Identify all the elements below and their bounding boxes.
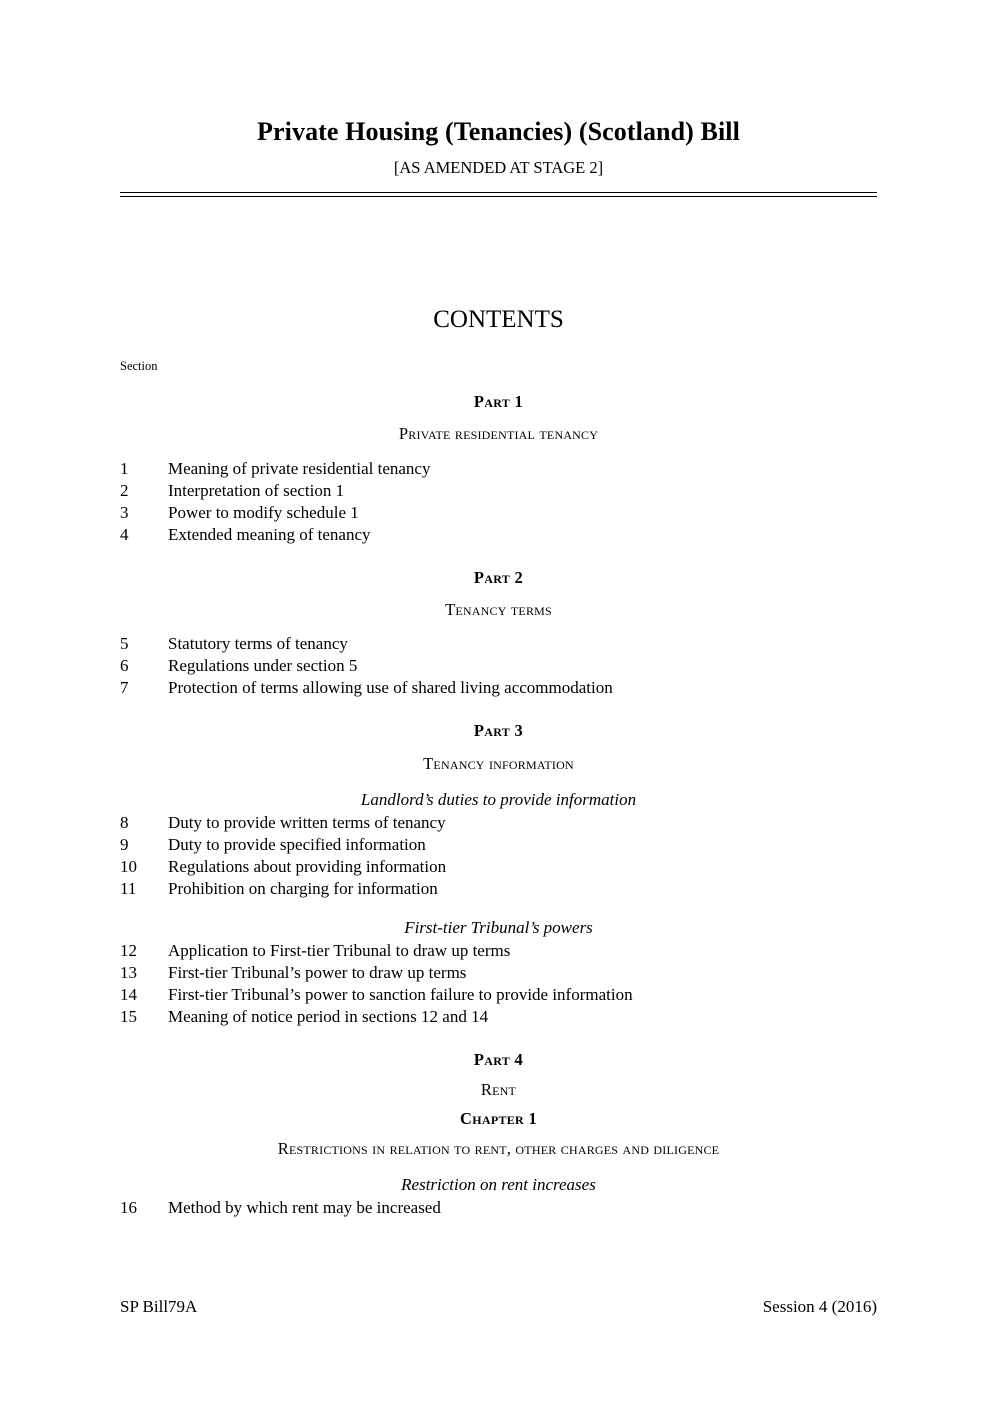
- page-title: Private Housing (Tenancies) (Scotland) Bill: [257, 117, 740, 146]
- part-heading-1: Part 1: [473, 392, 524, 411]
- toc-entry-number: 5: [120, 634, 129, 654]
- list-item[interactable]: [120, 480, 877, 502]
- page-footer: [120, 1296, 877, 1318]
- group-heading-tribunal-powers: First-tier Tribunal’s powers: [404, 917, 593, 937]
- toc-entry-title: First-tier Tribunal’s power to sanction failure to provide information: [168, 984, 633, 1004]
- list-item[interactable]: [120, 856, 877, 878]
- toc-list-tribunal-powers: [120, 940, 877, 1028]
- toc-entry-number: 13: [120, 962, 137, 982]
- group-heading-landlord-duties: Landlord’s duties to provide information: [360, 789, 637, 809]
- toc-entry-title: Prohibition on charging for information: [168, 878, 438, 898]
- toc-list-rent-restriction: [120, 1197, 877, 1219]
- list-item[interactable]: [120, 962, 877, 984]
- toc-entry-number: 7: [120, 678, 129, 698]
- toc-entry-title: Interpretation of section 1: [168, 480, 345, 500]
- list-item[interactable]: [120, 633, 877, 655]
- toc-entry-number: 12: [120, 940, 137, 960]
- footer-bill-number: SP Bill79A: [120, 1297, 198, 1316]
- part-block-2: [120, 569, 877, 700]
- part-heading-2: Part 2: [473, 567, 524, 587]
- toc-entry-title: Extended meaning of tenancy: [168, 524, 371, 544]
- part-heading-4: Part 4: [473, 1049, 524, 1069]
- list-item[interactable]: [120, 1006, 877, 1028]
- toc-entry-number: 11: [120, 878, 137, 898]
- list-item[interactable]: [120, 1197, 877, 1219]
- toc-entry-number: 8: [120, 812, 129, 832]
- list-item[interactable]: [120, 677, 877, 699]
- toc-entry-number: 16: [120, 1197, 137, 1217]
- toc-entry-title: Regulations about providing information: [168, 856, 447, 876]
- part-subject-2: Tenancy terms: [445, 599, 552, 619]
- toc-entry-title: Regulations under section 5: [168, 656, 358, 676]
- toc-entry-number: 3: [120, 502, 129, 522]
- list-item[interactable]: [120, 984, 877, 1006]
- list-item[interactable]: [120, 524, 877, 546]
- toc-entry-number: 15: [120, 1006, 137, 1026]
- document-page: [120, 0, 877, 1401]
- toc-entry-number: 10: [120, 856, 137, 876]
- part-block-1: [120, 393, 877, 546]
- toc-entry-title: First-tier Tribunal’s power to draw up terms: [168, 962, 467, 982]
- toc-entry-number: 1: [120, 458, 129, 478]
- toc-entry-number: 2: [120, 480, 129, 500]
- toc-entry-title: Duty to provide specified information: [168, 834, 426, 854]
- toc-entry-title: Application to First-tier Tribunal to draw up terms: [168, 940, 511, 960]
- part-block-3: [120, 722, 877, 1027]
- footer-session: Session 4 (2016): [762, 1297, 877, 1316]
- toc-list-landlord-duties: [120, 812, 877, 900]
- group-heading-rent-restriction: Restriction on rent increases: [401, 1174, 596, 1194]
- contents-body: [120, 393, 877, 1219]
- toc-entry-title: Method by which rent may be increased: [168, 1197, 441, 1217]
- list-item[interactable]: [120, 655, 877, 677]
- toc-entry-number: 6: [120, 656, 129, 676]
- contents-heading: CONTENTS: [433, 306, 564, 333]
- list-item[interactable]: [120, 940, 877, 962]
- chapter-heading-1: Chapter 1: [460, 1109, 537, 1129]
- list-item[interactable]: [120, 502, 877, 524]
- list-item[interactable]: [120, 834, 877, 856]
- toc-list-part-1: [120, 458, 877, 546]
- toc-entry-title: Statutory terms of tenancy: [168, 634, 348, 654]
- part-subject-3: Tenancy information: [423, 753, 574, 773]
- chapter-subject-1: Restrictions in relation to rent, other charges and diligence: [277, 1138, 720, 1158]
- toc-entry-title: Duty to provide written terms of tenancy: [168, 812, 446, 832]
- list-item[interactable]: [120, 812, 877, 834]
- toc-entry-number: 4: [120, 524, 129, 544]
- toc-entry-number: 14: [120, 984, 137, 1004]
- toc-entry-title: Meaning of notice period in sections 12 and 14: [168, 1006, 489, 1026]
- part-block-4: [120, 1051, 877, 1219]
- section-column-label: Section: [120, 359, 158, 373]
- toc-entry-title: Meaning of private residential tenancy: [168, 458, 431, 478]
- toc-list-part-2: [120, 633, 877, 699]
- document-subtitle: [AS AMENDED AT STAGE 2]: [393, 158, 604, 177]
- toc-entry-title: Protection of terms allowing use of shared living accommodation: [168, 678, 613, 698]
- header-divider: [120, 192, 877, 197]
- part-heading-3: Part 3: [473, 721, 524, 741]
- list-item[interactable]: [120, 878, 877, 900]
- list-item[interactable]: [120, 458, 877, 480]
- toc-entry-number: 9: [120, 834, 129, 854]
- part-subject-4: Rent: [480, 1079, 517, 1099]
- part-subject-1: Private residential tenancy: [398, 424, 599, 444]
- toc-entry-title: Power to modify schedule 1: [168, 502, 359, 522]
